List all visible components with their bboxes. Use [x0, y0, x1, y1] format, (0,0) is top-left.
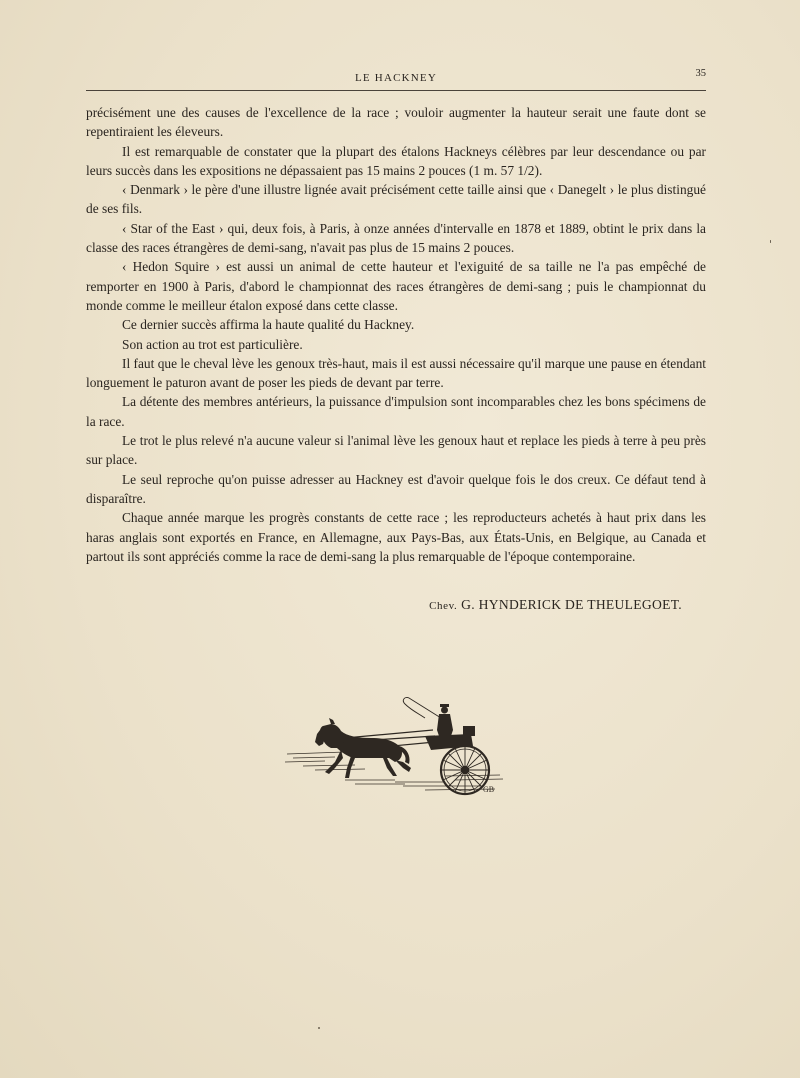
whip: [403, 697, 441, 718]
paragraph-6: Ce dernier succès affirma la haute qualité du Hackney.: [122, 317, 415, 333]
paragraph-7: Son action au trot est particulière.: [122, 336, 303, 352]
page-number: 35: [695, 68, 706, 79]
signature-prefix: Chev.: [429, 600, 458, 612]
paragraph-10: Le trot le plus relevé n'a aucune valeur si l'animal lève les genoux haut et replace les pieds à terre à peu près sur place.: [86, 433, 706, 468]
horse-and-cart-illustration: [285, 696, 515, 800]
paragraph-3: ‹ Denmark › le père d'une illustre lignée avait précisément cette taille ainsi que ‹ Danegelt › le plus distingué de ses fils.: [86, 182, 706, 217]
paper-speck: [318, 1027, 320, 1029]
header-rule: [86, 90, 706, 91]
driver-figure: [437, 704, 453, 736]
body-text: [86, 103, 706, 566]
paragraph-12: Chaque année marque les progrès constants de cette race ; les reproducteurs achetés à haut prix dans les haras anglais sont exportés en France, en Allemagne, aux Pays-Bas, aux États-Unis, en Belgique, au Canada et partout ils sont appréciés comme la race de demi-sang la plus remarquable de l'époque contemporaine.: [86, 510, 706, 564]
paragraph-11: Le seul reproche qu'on puisse adresser au Hackney est d'avoir quelque fois le dos creux. Ce défaut tend à disparaître.: [86, 471, 706, 506]
paragraph-8: Il faut que le cheval lève les genoux très-haut, mais il est aussi nécessaire qu'il marque une pause en étendant longuement le paturon avant de poser les pieds de devant par terre.: [86, 355, 706, 391]
paper-speck: [770, 240, 771, 243]
paragraph-5: ‹ Hedon Squire › est aussi un animal de cette hauteur et l'exiguité de sa taille ne l'a pas empêché de remporter en 1900 à Paris, d'abord le championnat des races étrangères de demi-sang ; puis le championnat du monde comme le meilleur étalon exposé dans cette classe.: [86, 259, 706, 313]
paragraph-1: précisément une des causes de l'excellence de la race ; vouloir augmenter la hauteur serait une faute dont se repentiraient les éleveurs.: [86, 105, 706, 140]
cart-wheel: [441, 746, 489, 794]
author-signature: [86, 597, 682, 613]
paragraph-4: ‹ Star of the East › qui, deux fois, à Paris, à onze années d'intervalle en 1878 et 1889, obtint le prix dans la classe des races étrangères de demi-sang, n'avait pas plus de 15 mains 2 pouces.: [86, 220, 706, 256]
engraver-monogram: GB: [483, 785, 495, 794]
paragraph-2: Il est remarquable de constater que la plupart des étalons Hackneys célèbres par leur descendance ou par leurs succès dans les expositions ne dépassaient pas 15 mains 2 pouces (1 m. 57 1/2).: [86, 143, 706, 178]
signature-name: G. HYNDERICK DE THEULEGOET.: [461, 597, 682, 612]
paragraph-9: La détente des membres antérieurs, la puissance d'impulsion sont incomparables chez les bons spécimens de la race.: [86, 394, 706, 429]
page-header: [86, 68, 706, 90]
running-title: LE HACKNEY: [355, 72, 437, 84]
